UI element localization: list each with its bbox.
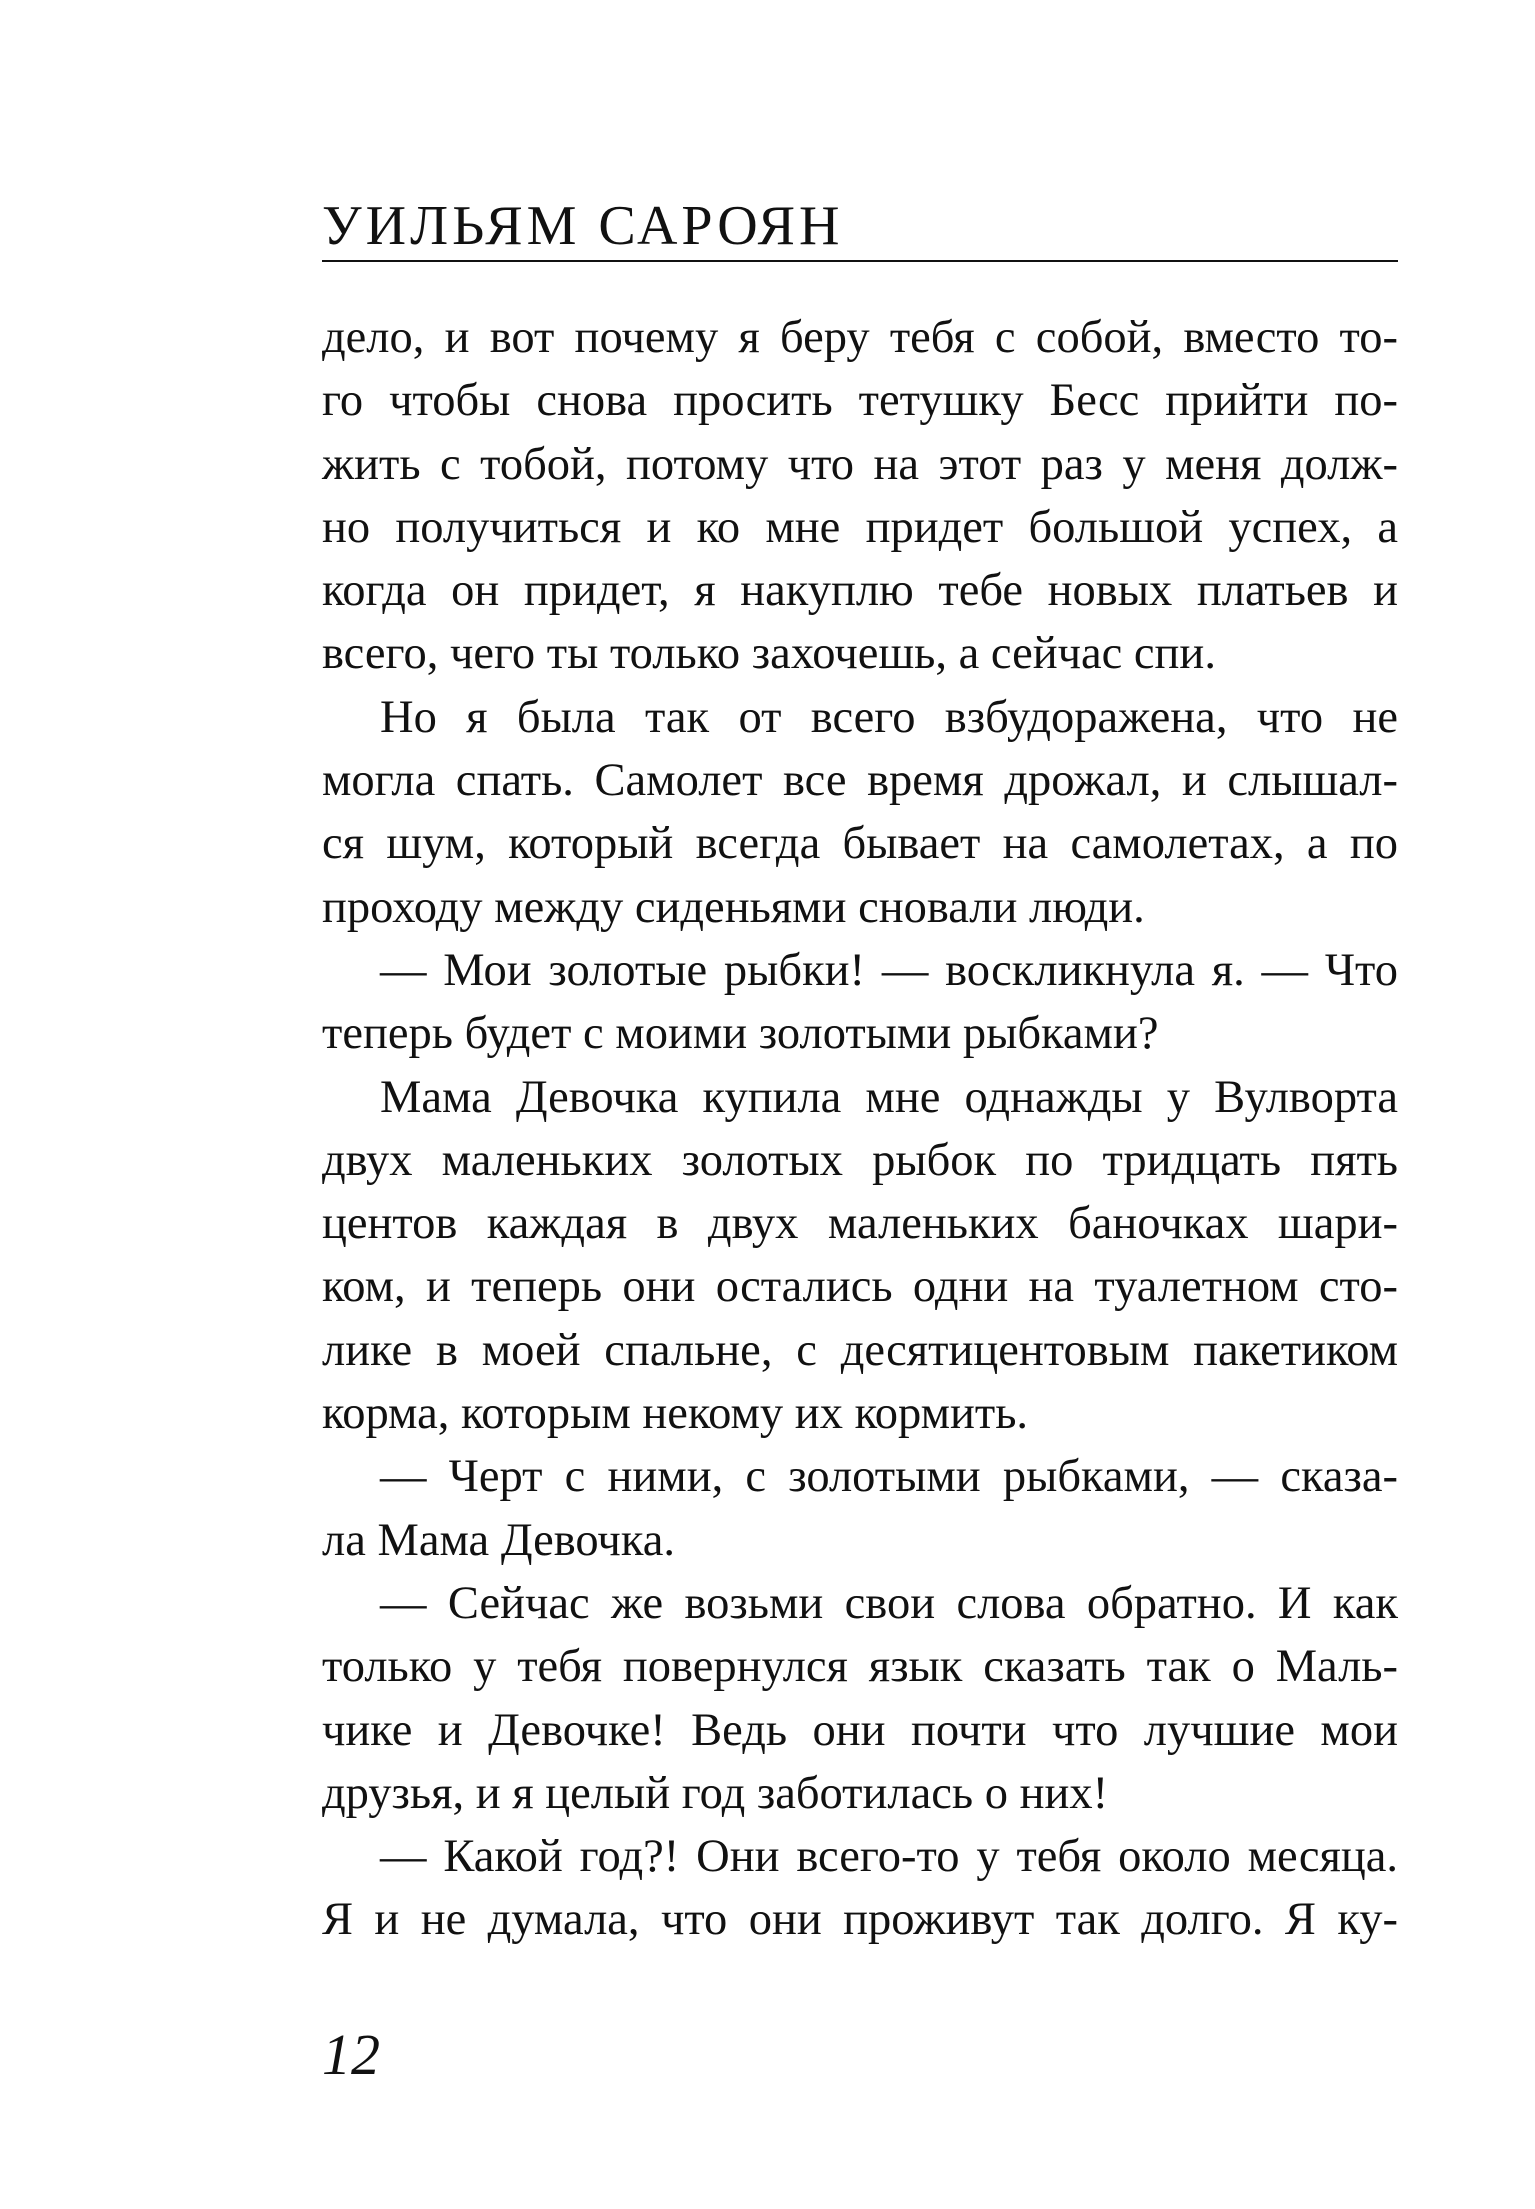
text-line: друзья, и я целый год заботилась о них! (322, 1767, 1109, 1819)
text-line: двух маленьких золотых рыбок по тридцать пять (322, 1134, 1398, 1186)
text-line: теперь будет с моими золотыми рыбками? (322, 1008, 1159, 1060)
text-line: жить с тобой, потому что на этот раз у меня долж- (322, 438, 1398, 490)
text-line: — Какой год?! Они всего-то у тебя около месяца. (380, 1831, 1398, 1883)
text-line: чике и Девочке! Ведь они почти что лучшие мои (322, 1704, 1398, 1756)
text-line: дело, и вот почему я беру тебя с собой, вместо то- (322, 312, 1398, 363)
text-line: го чтобы снова просить тетушку Бесс прийти по- (322, 375, 1398, 427)
text-line: Я и не думала, что они проживут так долго. Я ку- (322, 1894, 1398, 1946)
page-number: 12 (322, 2022, 380, 2087)
text-line: центов каждая в двух маленьких баночках шари- (322, 1198, 1398, 1250)
text-line: ком, и теперь они остались одни на туалетном сто- (322, 1261, 1398, 1313)
text-line: когда он придет, я накуплю тебе новых платьев и (322, 565, 1398, 617)
body-text (322, 306, 1398, 1952)
text-line: корма, которым некому их кормить. (322, 1388, 1029, 1440)
text-line: Мама Девочка купила мне однажды у Вулворта (380, 1071, 1398, 1123)
text-line: — Сейчас же возьми свои слова обратно. И как (380, 1577, 1398, 1629)
author-name: УИЛЬЯМ САРОЯН (322, 195, 844, 257)
text-line: могла спать. Самолет все время дрожал, и слышал- (322, 755, 1398, 807)
text-line: — Мои золотые рыбки! — воскликнула я. — Что (380, 944, 1398, 996)
text-line: ла Мама Девочка. (322, 1514, 675, 1566)
text-line: Но я была так от всего взбудоражена, что не (380, 691, 1398, 743)
text-line: только у тебя повернулся язык сказать так о Маль- (322, 1641, 1398, 1693)
text-line: лике в моей спальне, с десятицентовым пакетиком (322, 1324, 1398, 1376)
running-head (322, 194, 1398, 262)
text-line: проходу между сиденьями сновали люди. (322, 881, 1145, 933)
text-line: — Черт с ними, с золотыми рыбками, — сказа- (380, 1451, 1398, 1503)
text-line: всего, чего ты только захочешь, а сейчас спи. (322, 628, 1216, 680)
text-line: но получиться и ко мне придет большой успех, а (322, 501, 1398, 553)
text-line: ся шум, который всегда бывает на самолетах, а по (322, 818, 1398, 870)
